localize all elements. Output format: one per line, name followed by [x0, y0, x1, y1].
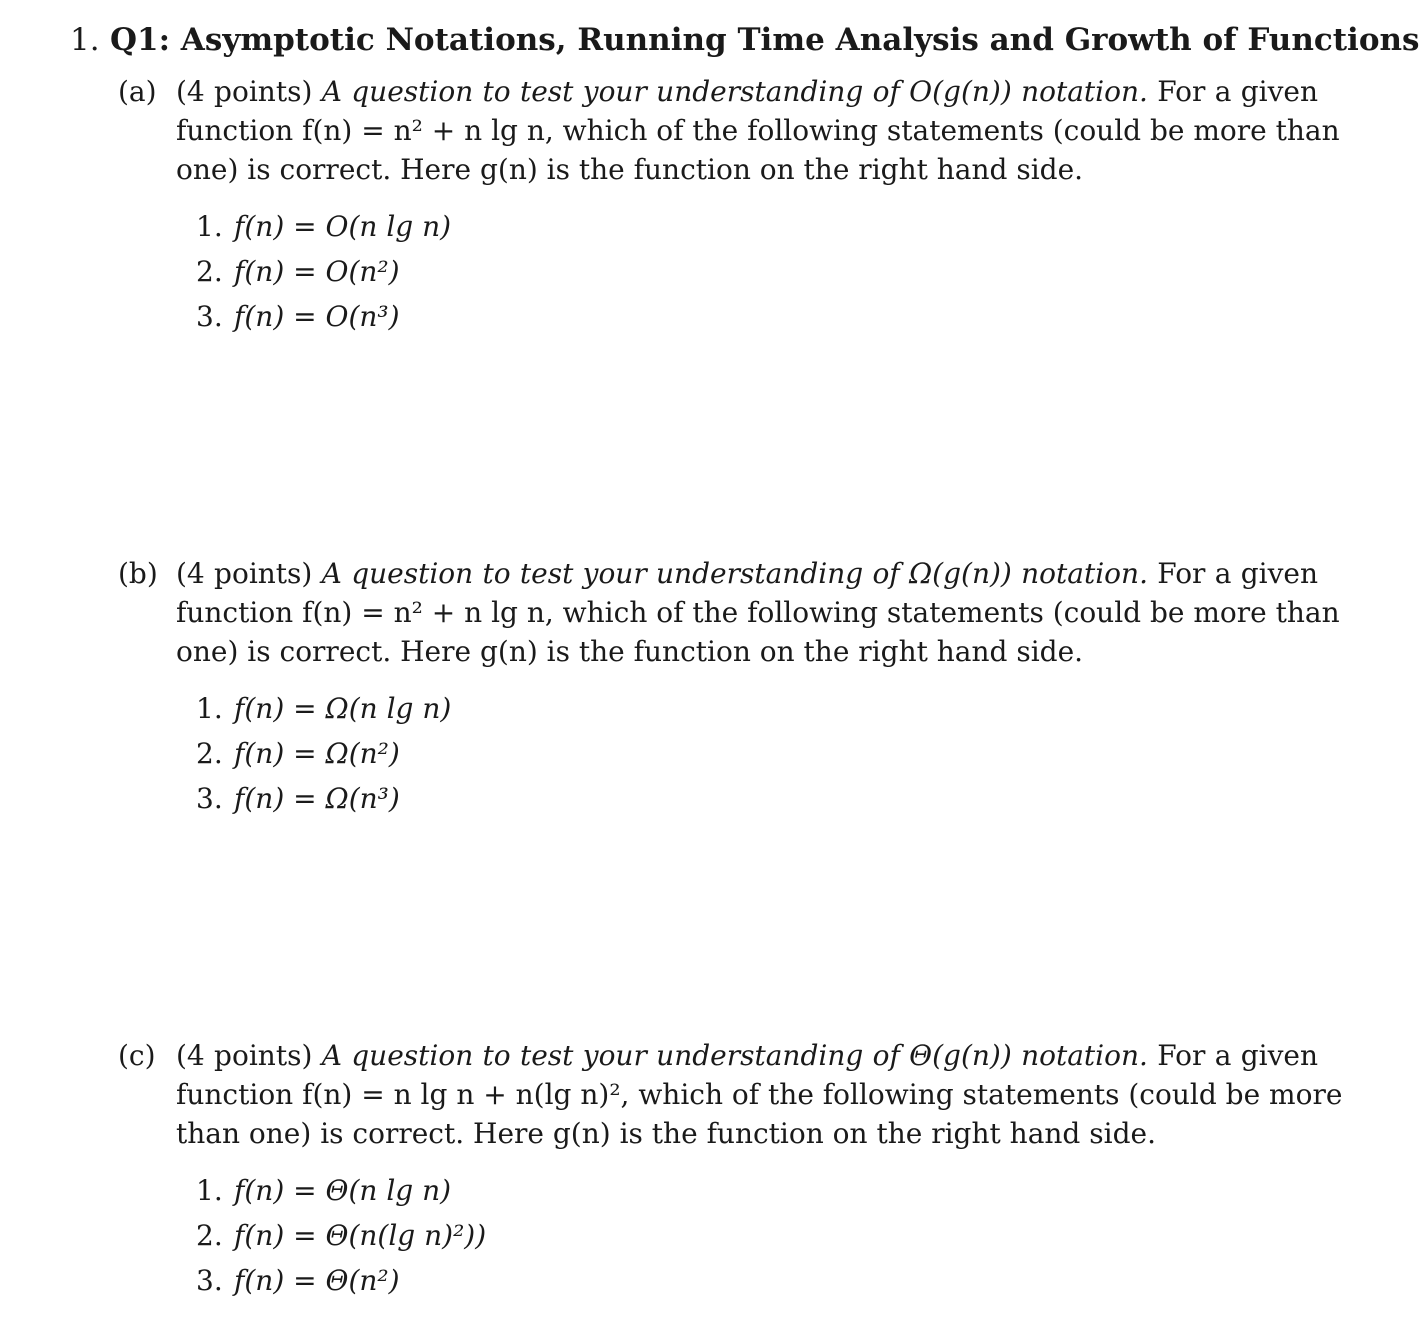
options-list	[196, 1168, 486, 1303]
prompt-line-1-rest: For a given	[1157, 75, 1319, 108]
part-prompt	[176, 1036, 1343, 1153]
part-prompt	[176, 72, 1340, 189]
points-label: (4 points)	[176, 1039, 313, 1072]
part-label: (b)	[118, 557, 158, 590]
question-title: Q1: Asymptotic Notations, Running Time Analysis and Growth of Functions	[110, 22, 1420, 58]
option-number: 1.	[196, 1174, 223, 1207]
prompt-line-1	[176, 72, 1318, 111]
prompt-line-1	[176, 1036, 1318, 1075]
prompt-line-1-rest: For a given	[1157, 557, 1319, 590]
option-text: f(n) = Ω(n³)	[234, 782, 400, 815]
option-number: 1.	[196, 210, 223, 243]
option-number: 2.	[196, 1219, 223, 1252]
points-label: (4 points)	[176, 557, 313, 590]
part-label: (c)	[118, 1039, 156, 1072]
option-item	[196, 731, 451, 776]
option-text: f(n) = Ω(n²)	[234, 737, 400, 770]
question-heading	[70, 16, 1420, 64]
option-item	[196, 1258, 486, 1303]
prompt-line-3: one) is correct. Here g(n) is the function on the right hand side.	[176, 635, 1084, 668]
option-item	[196, 1213, 486, 1258]
prompt-line-1	[176, 554, 1318, 593]
prompt-italic: A question to test your understanding of Θ(g(n)) notation.	[321, 1039, 1148, 1072]
option-item	[196, 776, 451, 821]
prompt-line-2: function f(n) = n² + n lg n, which of the following statements (could be more than	[176, 114, 1340, 147]
option-item	[196, 249, 451, 294]
prompt-line-3: than one) is correct. Here g(n) is the function on the right hand side.	[176, 1117, 1156, 1150]
option-text: f(n) = Θ(n²)	[234, 1264, 400, 1297]
option-number: 3.	[196, 1264, 223, 1297]
option-number: 2.	[196, 737, 223, 770]
part-label: (a)	[118, 75, 157, 108]
option-text: f(n) = Θ(n(lg n)²))	[234, 1219, 487, 1252]
prompt-italic: A question to test your understanding of O(g(n)) notation.	[321, 75, 1148, 108]
option-text: f(n) = O(n³)	[234, 300, 400, 333]
option-number: 3.	[196, 300, 223, 333]
option-item	[196, 1168, 486, 1213]
prompt-line-2: function f(n) = n lg n + n(lg n)², which of the following statements (could be more	[176, 1078, 1343, 1111]
options-list	[196, 204, 451, 339]
question-number: 1.	[70, 22, 100, 58]
option-text: f(n) = Θ(n lg n)	[234, 1174, 452, 1207]
option-number: 3.	[196, 782, 223, 815]
option-text: f(n) = Ω(n lg n)	[234, 692, 452, 725]
option-number: 2.	[196, 255, 223, 288]
prompt-italic: A question to test your understanding of Ω(g(n)) notation.	[321, 557, 1148, 590]
option-number: 1.	[196, 692, 223, 725]
option-text: f(n) = O(n²)	[234, 255, 400, 288]
option-text: f(n) = O(n lg n)	[234, 210, 452, 243]
prompt-line-2: function f(n) = n² + n lg n, which of the following statements (could be more than	[176, 596, 1340, 629]
part-prompt	[176, 554, 1340, 671]
prompt-line-3: one) is correct. Here g(n) is the function on the right hand side.	[176, 153, 1084, 186]
option-item	[196, 204, 451, 249]
options-list	[196, 686, 451, 821]
points-label: (4 points)	[176, 75, 313, 108]
option-item	[196, 686, 451, 731]
prompt-line-1-rest: For a given	[1157, 1039, 1319, 1072]
option-item	[196, 294, 451, 339]
